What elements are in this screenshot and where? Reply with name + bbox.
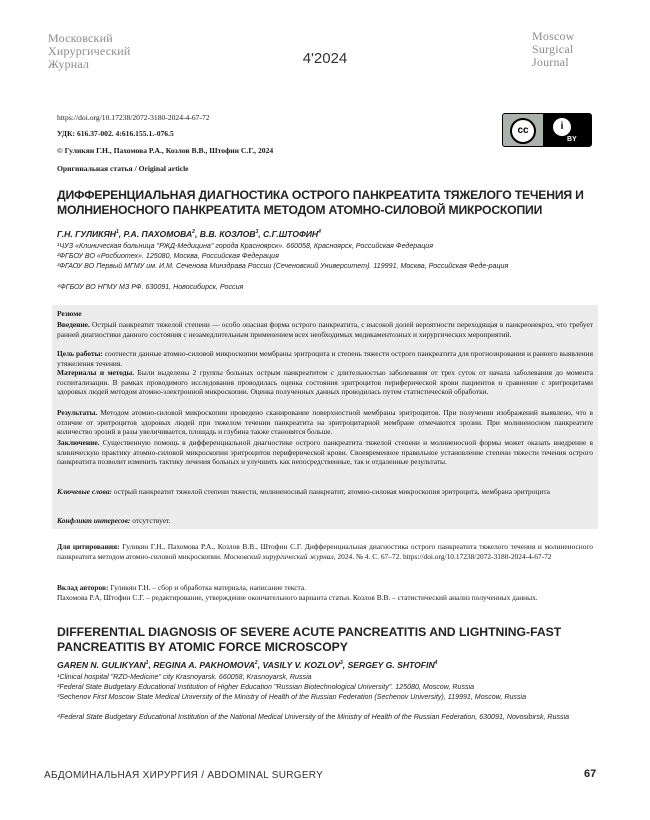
abstract-introduction: Введение. Острый панкреатит тяжелой степени — особо опасная форма острого панкреатита, с высокой долей вероятности переходящая в панкреонекроз, что требует ранней диагностики данного состояния с незамедлительным применением всех необходимых медикаментозных и хирургических мероприятий.	[57, 320, 593, 339]
article-type: Оригинальная статья / Original article	[57, 164, 189, 173]
abstract-results: Результаты. Методом атомно-силовой микроскопии проведено сканирование поверхностной мембраны эритроцитов. При получении изображений выявлено, что в отличие от эритроцитов здоровых людей при тяжелом течении панкреатита на эритроцитарной мембране отмечаются эрозии. При молниеносном панкреатите количество эрозий в разы увеличивается, площадь и глубина также становятся больше.	[57, 408, 593, 436]
author-name: SERGEY G. SHTOFIN	[347, 660, 435, 670]
author-list-ru: Г.Н. ГУЛИКЯН$^1$, Р.А. ПАХОМОВА$^2$, В.В. КОЗЛОВ$^3$, С.Г.ШТОФИН$^4$	[57, 229, 321, 239]
cc-by-label: BY	[567, 136, 577, 143]
copyright-line: © Гуликян Г.Н., Пахомова Р.А., Козлов В.В., Штофин С.Г., 2024	[57, 146, 274, 155]
attribution-person-icon: i	[551, 116, 573, 138]
abstract-keywords: Ключевые слова: острый панкреатит тяжелой степени тяжести, молниеносный панкреатит, атомно-силовая микроскопия эритроцита, мембрана эритроцита	[57, 487, 550, 496]
affiliation-ru-2: ²ФГБОУ ВО «Росбиотех». 125080, Москва, Российская Федерация	[57, 252, 279, 260]
doi-link[interactable]: https://doi.org/10.17238/2072-3180-2024-4-67-72	[57, 113, 210, 122]
cc-by-license-badge[interactable]	[502, 113, 592, 147]
abstract-aim: Цель работы: соотнести данные атомно-силовой микроскопии мембраны эритроцита и степень тяжести острого панкреатита для прогнозирования и раннего выявления утяжеления течения.	[57, 349, 593, 368]
affiliation-en-4: ⁴Federal State Budgetary Educational Institution of the National Medical University of the Ministry of Health of the Russian Federation, 630091, Novosibirsk, Russia	[57, 713, 570, 721]
affiliation-ru-1: ¹ЧУЗ «Клиническая больница "РЖД-Медицина" города Красноярск». 660058, Красноярск, Российская Федерация	[57, 242, 433, 250]
abstract-methods: Материалы и методы. Были выделены 2 группы больных острым панкреатитом с длительностью заболевания от трех суток от начала заболевания до момента госпитализации. В рамках проводимого исследования проводилась оценка состояния эритроцитов периферической крови пациентов и сравнение с эритроцитами здоровых людей методом атомно-электронной микроскопии. Оценка полученных данных проводилась путем статистической обработки.	[57, 368, 594, 396]
abstract-conclusion: Заключение. Существенную помощь в дифференциальной диагностике острого панкреатита тяжелой степени и молниеносной формы может оказать внедрение в клиническую практику атомно-силовой микроскопии эритроцитов периферической крови. Своевременное правильное установление степени тяжести течения острого панкреатита позволит изменить тактику лечения больных и улучшить как непосредственные, так и отдаленные результаты.	[57, 438, 593, 466]
logo-ru-line-1: Московский	[48, 31, 113, 45]
citation-block: Для цитирования: Гуликян Г.Н., Пахомова Р.А., Козлов В.В., Штофин С.Г. Дифференциальная диагностика острого панкреатита тяжелого течения и молниеносного панкреатита методом атомно-силовой микроскопии. Московский хирургический журнал, 2024. № 4. С. 67–72. https://doi.org/10.17238/2072-3180-2024-4-67-72	[57, 542, 593, 561]
author-name: Г.Н. ГУЛИКЯН	[57, 229, 116, 239]
author-list-en: GAREN N. GULIKYAN$^1$, REGINA A. PAKHOMOVA$^2$, VASILY V. KOZLOV$^3$, SERGEY G. SHTOFIN$^4$	[57, 660, 438, 670]
udc-code: УДК: 616.37-002. 4:616.155.1.-076.5	[57, 129, 174, 138]
cc-icon: cc	[510, 118, 536, 144]
page-number: 67	[584, 768, 597, 780]
author-name: VASILY V. KOZLOV	[262, 660, 341, 670]
affiliation-ru-3: ³ФГАОУ ВО Первый МГМУ им. И.М. Сеченова Минздрава России (Сеченовский Университет). 119991, Москва, Российская Феде-рация	[57, 262, 509, 270]
author-name: GAREN N. GULIKYAN	[57, 660, 146, 670]
journal-logo-en	[532, 30, 612, 69]
affiliation-ru-4: ⁴ФГБОУ ВО НГМУ МЗ РФ. 630091, Новосибирск, Россия	[57, 283, 244, 291]
affiliation-en-3: ³Sechenov First Moscow State Medical University of the Ministry of Health of the Russian Federation (Sechenov University), 119991, Moscow, Russia	[57, 693, 527, 701]
logo-en-line-1: Moscow	[532, 29, 575, 43]
section-footer: АБДОМИНАЛЬНАЯ ХИРУРГИЯ / ABDOMINAL SURGERY	[44, 770, 324, 781]
article-title-en: DIFFERENTIAL DIAGNOSIS OF SEVERE ACUTE PANCREATITIS AND LIGHTNING-FAST PANCREATITIS BY ATOMIC FORCE MICROSCOPY	[57, 625, 562, 654]
abstract-conflict: Конфликт интересов: отсутствует.	[57, 516, 171, 525]
logo-ru-line-3: Журнал	[48, 57, 90, 71]
logo-en-line-2: Surgical	[532, 42, 574, 56]
author-name: В.В. КОЗЛОВ	[199, 229, 256, 239]
author-contribution: Вклад авторов: Гуликян Г.Н. – сбор и обработка материала, написание текста. Пахомова Р.А, Штофин С.Г. – редактирование, утверждение окончательного варианта статьи. Козлов В.В. – статистический анализ полученных данных.	[57, 583, 538, 602]
author-name: REGINA A. PAKHOMOVA	[153, 660, 255, 670]
logo-en-line-3: Journal	[532, 55, 569, 69]
issue-number: 4'2024	[302, 50, 348, 67]
abstract-heading: Резюме	[57, 309, 82, 318]
logo-ru-line-2: Хирургический	[48, 44, 131, 58]
article-title-ru: ДИФФЕРЕНЦИАЛЬНАЯ ДИАГНОСТИКА ОСТРОГО ПАНКРЕАТИТА ТЯЖЕЛОГО ТЕЧЕНИЯ И МОЛНИЕНОСНОГО ПАНКРЕАТИТА МЕТОДОМ АТОМНО-СИЛОВОЙ МИКРОСКОПИИ	[57, 188, 584, 217]
affiliation-en-1: ¹Clinical hospital "RZD-Medicine" city Krasnoyarsk. 660058, Krasnoyarsk, Russia	[57, 673, 312, 681]
author-name: Р.А. ПАХОМОВА	[123, 229, 193, 239]
author-name: С.Г.ШТОФИН	[263, 229, 319, 239]
affiliation-en-2: ²Federal State Budgetary Educational Institution of Higher Education "Russian Biotechnological University". 125080, Moscow, Russia	[57, 683, 475, 691]
